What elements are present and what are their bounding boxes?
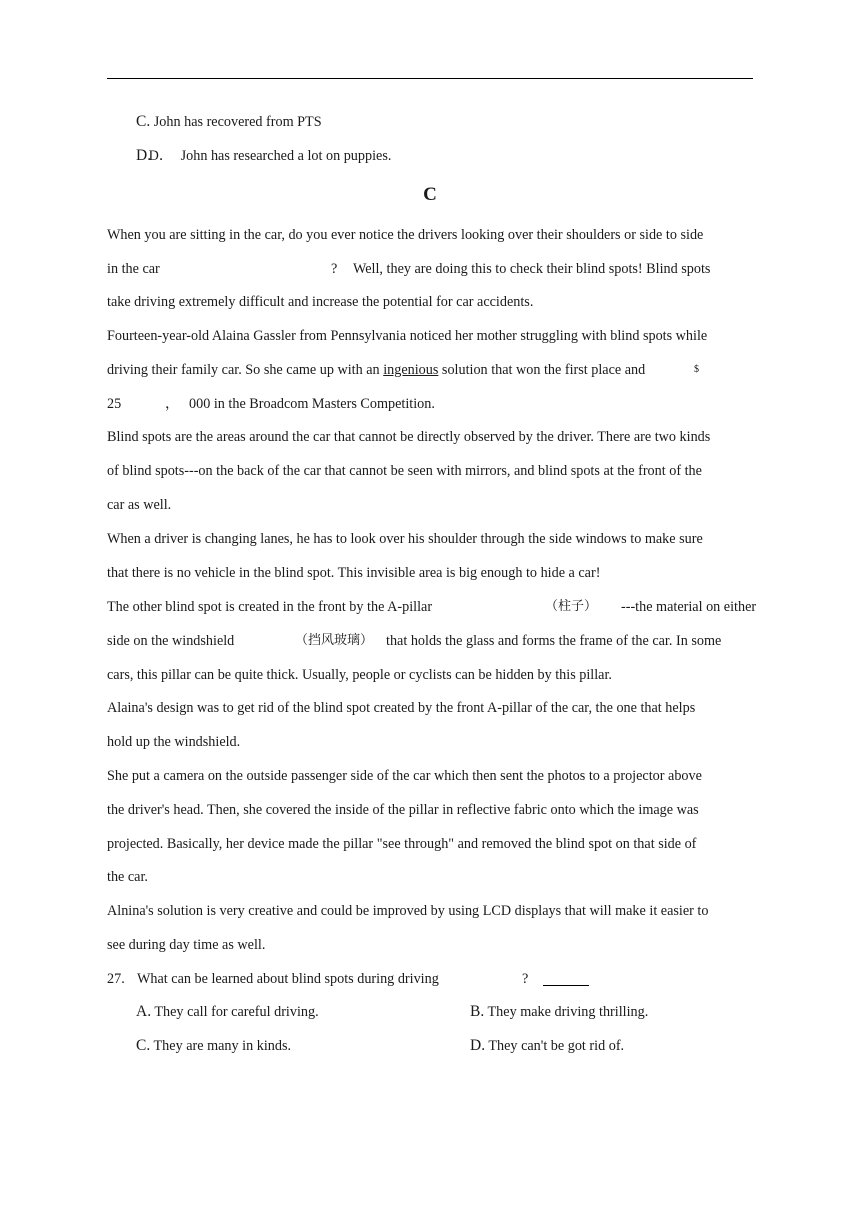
option-letter: A. <box>136 1003 152 1020</box>
prev-option-d <box>136 147 796 165</box>
line-segment: side on the windshield <box>107 633 235 649</box>
option-text: They can't be got rid of. <box>488 1038 625 1054</box>
option-letter: C. <box>136 113 151 130</box>
passage-line <box>107 632 767 650</box>
passage-line: the car. <box>107 869 148 885</box>
passage-line <box>107 361 767 379</box>
option-letter: D. <box>136 147 152 164</box>
comma: ， <box>165 396 180 412</box>
passage-line <box>107 598 767 616</box>
question-mark: ? <box>522 971 529 987</box>
passage-line: projected. Basically, her device made the pillar "see through" and removed the blind spot on that side of <box>107 836 697 852</box>
line-segment: driving their family car. So she came up with an <box>107 362 380 378</box>
passage-line: that there is no vehicle in the blind spot. This invisible area is big enough to hide a car! <box>107 565 601 581</box>
line-segment: that holds the glass and forms the frame of the car. In some <box>386 633 722 649</box>
passage-line: cars, this pillar can be quite thick. Usually, people or cyclists can be hidden by this pillar. <box>107 667 612 683</box>
chinese-gloss: （柱子） <box>545 599 598 614</box>
passage-line: Alnina's solution is very creative and could be improved by using LCD displays that will make it easier to <box>107 903 709 919</box>
passage-line: She put a camera on the outside passenger side of the car which then sent the photos to a projector above <box>107 768 702 784</box>
passage-line: When you are sitting in the car, do you ever notice the drivers looking over their shoulders or side to side <box>107 227 704 243</box>
passage-line: Blind spots are the areas around the car that cannot be directly observed by the driver. There are two kinds <box>107 429 711 445</box>
passage-line: see during day time as well. <box>107 937 266 953</box>
passage-line: Alaina's design was to get rid of the blind spot created by the front A-pillar of the car, the one that helps <box>107 700 696 716</box>
line-segment: 000 in the Broadcom Masters Competition. <box>189 396 435 412</box>
option-b[interactable] <box>470 1003 860 1021</box>
option-letter: D. <box>470 1037 486 1054</box>
option-d[interactable] <box>470 1037 860 1055</box>
question-mark: ? <box>331 261 338 277</box>
question-27 <box>107 970 767 988</box>
passage-line <box>107 395 767 413</box>
passage-line: hold up the windshield. <box>107 734 241 750</box>
prev-option-c <box>136 113 796 131</box>
passage-line: car as well. <box>107 497 172 513</box>
underlined-word: ingenious <box>383 362 439 378</box>
line-segment: Well, they are doing this to check their blind spots! Blind spots <box>353 261 711 277</box>
dollar-sign: $ <box>694 364 699 375</box>
passage-line: of blind spots---on the back of the car that cannot be seen with mirrors, and blind spots at the front of the <box>107 463 702 479</box>
header-rule <box>107 78 753 79</box>
passage-line: take driving extremely difficult and increase the potential for car accidents. <box>107 294 534 310</box>
line-segment: The other blind spot is created in the front by the A-pillar <box>107 599 433 615</box>
option-letter: B. <box>470 1003 485 1020</box>
answer-blank[interactable] <box>543 973 589 986</box>
option-letter: C. <box>136 1037 151 1054</box>
option-text: They make driving thrilling. <box>487 1004 649 1020</box>
line-segment: 25 <box>107 396 122 412</box>
option-text: John has recovered from PTS <box>153 114 322 130</box>
option-prefix: D． <box>148 148 174 164</box>
option-text: John has researched a lot on puppies. <box>180 148 392 164</box>
passage-line <box>107 260 767 278</box>
passage-line: When a driver is changing lanes, he has to look over his shoulder through the side windows to make sure <box>107 531 703 547</box>
section-heading: C <box>423 184 437 205</box>
option-text: They call for careful driving. <box>154 1004 319 1020</box>
passage-line: Fourteen-year-old Alaina Gassler from Pennsylvania noticed her mother struggling with blind spots while <box>107 328 708 344</box>
option-text: They are many in kinds. <box>153 1038 292 1054</box>
question-text: What can be learned about blind spots during driving <box>137 971 439 987</box>
line-segment: solution that won the first place and <box>441 362 646 378</box>
passage-line: the driver's head. Then, she covered the inside of the pillar in reflective fabric onto which the image was <box>107 802 699 818</box>
line-segment: ---the material on either <box>621 599 757 615</box>
line-segment: in the car <box>107 261 160 277</box>
question-number: 27. <box>107 971 125 987</box>
chinese-gloss: （挡风玻璃） <box>295 633 374 648</box>
